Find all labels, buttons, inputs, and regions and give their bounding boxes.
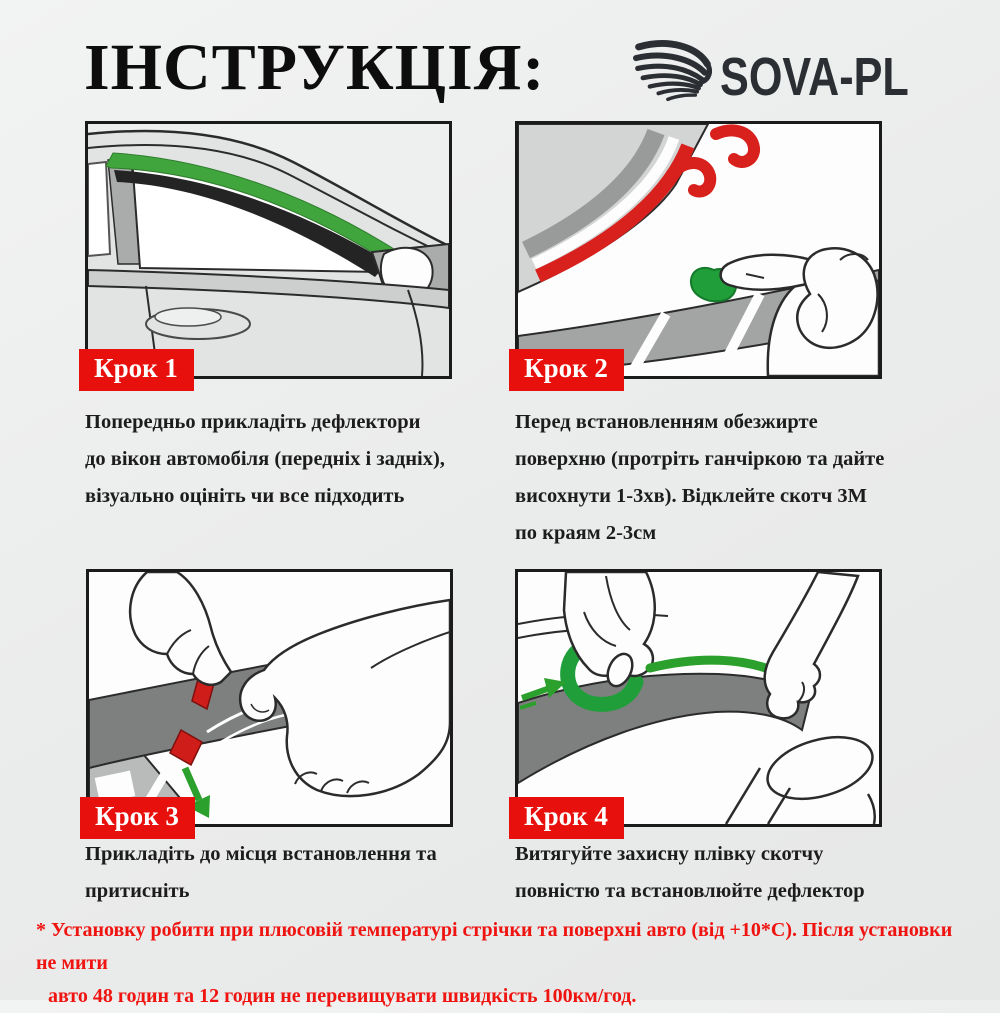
tape-peeling-illustration [518, 124, 879, 376]
step3-illustration-panel [86, 569, 453, 831]
caption-line: по краям 2-3см [515, 522, 657, 544]
footnote-line: * Установку робити при плюсовій температурі стрічки та поверхні авто (від +10*C). Після установки не мити [36, 919, 953, 974]
page-title: ІНСТРУКЦІЯ: [84, 31, 546, 104]
step1-badge: Крок 1 [79, 349, 194, 391]
pressing-deflector-illustration [89, 572, 450, 824]
caption-line: Витягуйте захисну плівку скотчу [515, 843, 824, 865]
step4-caption [515, 836, 935, 910]
caption-line: Перед встановленням обезжирте [515, 411, 818, 433]
caption-line: Попередньо прикладіть дефлектори [85, 411, 421, 433]
caption-line: повністю та встановлюйте дефлектор [515, 880, 865, 902]
rear-window [88, 162, 110, 256]
caption-line: візуально оцініть чи все підходить [85, 485, 405, 507]
brand-name: SOVA-PL [720, 47, 909, 107]
step1-illustration-panel [85, 121, 452, 383]
caption-line: поверхню (протріть ганчіркою та дайте [515, 448, 885, 470]
footnote-line: авто 48 годин та 12 годин не перевищувати швидкість 100км/год. [48, 985, 637, 1007]
film-pulling-illustration [518, 572, 879, 824]
caption-line: до вікон автомобіля (передніх і задніх), [85, 448, 445, 470]
step3-badge: Крок 3 [80, 797, 195, 839]
wing-icon [630, 36, 716, 106]
caption-line: висохнути 1-3хв). Відклейте скотч 3М [515, 485, 867, 507]
caption-line: Прикладіть до місця встановлення та [85, 843, 437, 865]
caption-line: притисніть [85, 880, 190, 902]
step1-caption [85, 404, 505, 515]
car-with-deflector-illustration [88, 124, 449, 376]
brand-logo [630, 36, 956, 108]
step4-illustration-panel [515, 569, 882, 831]
step4-badge: Крок 4 [509, 797, 624, 839]
step3-caption [85, 836, 505, 910]
footnote [36, 914, 976, 1013]
step2-illustration-panel [515, 121, 882, 383]
step2-caption [515, 404, 935, 552]
step2-badge: Крок 2 [509, 349, 624, 391]
